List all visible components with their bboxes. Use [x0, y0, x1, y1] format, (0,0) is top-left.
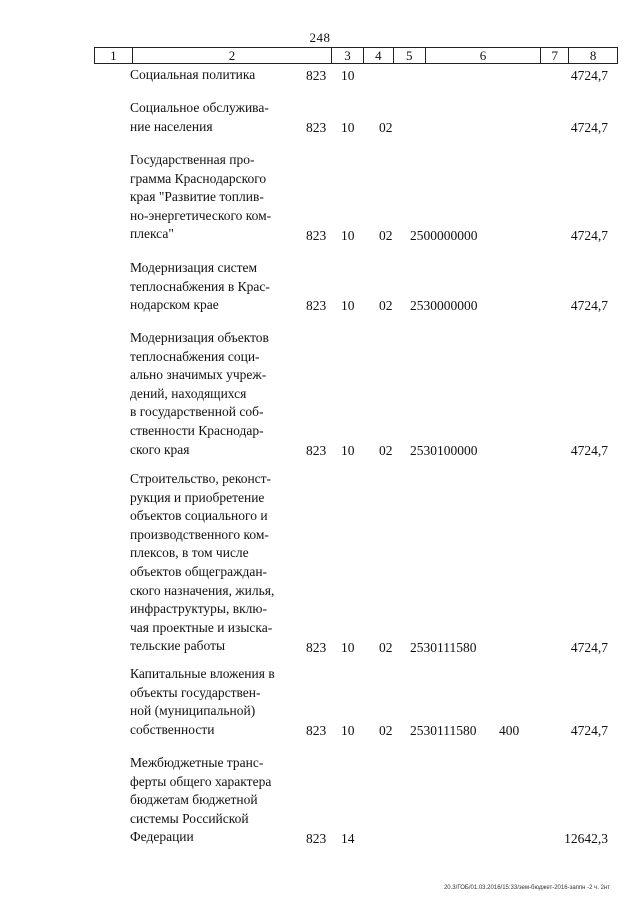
cell-col-4: 14 — [341, 831, 355, 846]
cell-col-3: 823 — [306, 68, 327, 83]
row-values — [0, 441, 640, 460]
cell-col-5: 02 — [379, 228, 393, 243]
cell-col-8: 4724,7 — [570, 443, 608, 458]
row-description: Строительство, реконст- рукция и приобретение объектов социального и производственного ком- плексов, в том числе объектов общеграждан- ского назначения, жилья, инфраструктуры, вклю- чая проектные и изыска- тельские работы — [130, 471, 275, 654]
table-header-row — [94, 47, 618, 64]
header-col-6: 6 — [426, 48, 542, 63]
cell-col-8: 4724,7 — [570, 228, 608, 243]
header-col-8: 8 — [589, 48, 597, 63]
cell-col-8: 4724,7 — [570, 640, 608, 655]
row-description: Межбюджетные транс- ферты общего характера бюджетам бюджетной системы Российской Федерации — [130, 755, 272, 845]
row-description: Социальная политика — [130, 67, 256, 82]
cell-col-3: 823 — [306, 640, 327, 655]
cell-col-5: 02 — [379, 120, 393, 135]
header-col-3: 3 — [332, 48, 364, 63]
cell-col-4: 10 — [341, 443, 355, 458]
cell-col-4: 10 — [341, 228, 355, 243]
cell-col-3: 823 — [306, 298, 327, 313]
cell-col-8: 12642,3 — [564, 831, 608, 846]
cell-col-3: 823 — [306, 120, 327, 135]
cell-col-8: 4724,7 — [570, 120, 608, 135]
header-col-5: 5 — [394, 48, 426, 63]
cell-col-4: 10 — [341, 120, 355, 135]
cell-col-8: 4724,7 — [570, 68, 608, 83]
header-col-7: 7 — [541, 48, 569, 63]
row-values — [0, 118, 640, 137]
cell-col-4: 10 — [341, 723, 355, 738]
row-values — [0, 66, 640, 85]
cell-col-3: 823 — [306, 831, 327, 846]
header-col-1: 1 — [95, 48, 133, 63]
cell-col-3: 823 — [306, 443, 327, 458]
cell-col-6: 2530111580 — [410, 723, 477, 738]
header-col-2: 2 — [133, 48, 332, 63]
cell-col-6: 2500000000 — [410, 228, 478, 243]
cell-col-3: 823 — [306, 228, 327, 243]
cell-col-3: 823 — [306, 723, 327, 738]
row-description: Государственная про- грамма Краснодарского края "Развитие топлив- но-энергетического ком- плекса" — [130, 152, 272, 242]
cell-col-6: 2530111580 — [410, 640, 477, 655]
row-description: Социальное обслужива- ние населения — [130, 100, 269, 134]
cell-col-4: 10 — [341, 298, 355, 313]
row-values — [0, 721, 640, 740]
cell-col-8: 4724,7 — [570, 298, 608, 313]
row-values — [0, 638, 640, 657]
row-values — [0, 296, 640, 315]
row-description: Модернизация систем теплоснабжения в Крас- нодарском крае — [130, 260, 270, 313]
cell-col-5: 02 — [379, 298, 393, 313]
cell-col-7: 400 — [499, 723, 520, 738]
header-col-4: 4 — [364, 48, 394, 63]
row-description: Капитальные вложения в объекты государствен- ной (муниципальной) собственности — [130, 666, 275, 737]
row-description: Модернизация объектов теплоснабжения соци- ально значимых учреж- дений, находящихся в государственной соб- ственности Краснодар- ского края — [130, 330, 269, 457]
cell-col-4: 10 — [341, 68, 355, 83]
cell-col-6: 2530100000 — [410, 443, 478, 458]
cell-col-5: 02 — [379, 723, 393, 738]
page-number: 248 — [309, 30, 331, 45]
cell-col-5: 02 — [379, 640, 393, 655]
cell-col-6: 2530000000 — [410, 298, 478, 313]
row-values — [0, 226, 640, 245]
cell-col-8: 4724,7 — [570, 723, 608, 738]
cell-col-5: 02 — [379, 443, 393, 458]
footer-file-stamp: 20.3/ГОБ/01.03.2016/15:33/зем-бюджет-2016-заппн -2 ч. 2нт — [443, 885, 610, 891]
cell-col-4: 10 — [341, 640, 355, 655]
row-values — [0, 829, 640, 848]
